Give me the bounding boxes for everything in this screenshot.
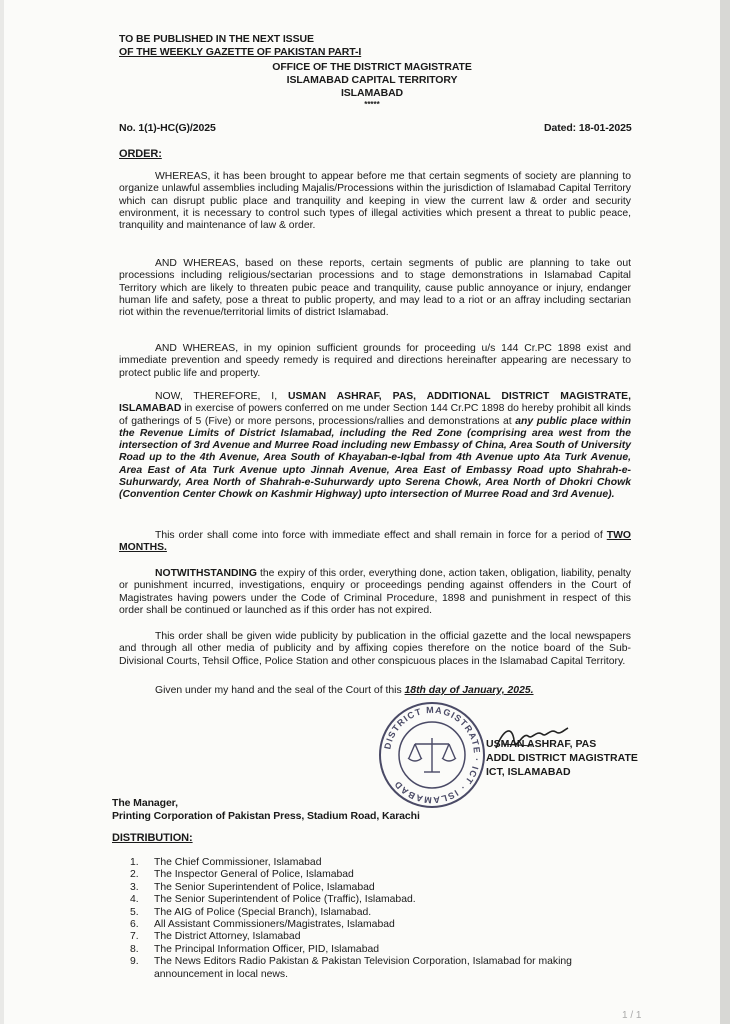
distribution-list <box>130 857 624 981</box>
list-item-number: 7. <box>130 931 139 943</box>
list-item-number: 6. <box>130 919 139 931</box>
list-item <box>130 882 624 894</box>
given-date: 18th day of January, 2025. <box>404 685 534 696</box>
now-therefore-lead: NOW, THEREFORE, I, <box>155 391 278 402</box>
list-item-number: 8. <box>130 943 139 955</box>
paragraph-whereas-3 <box>119 343 631 380</box>
notwithstanding-lead: NOTWITHSTANDING <box>155 568 257 579</box>
list-item-text: The Senior Superintendent of Police, Islamabad <box>154 881 375 893</box>
duration-period: TWO MONTHS. <box>119 530 631 554</box>
document-page <box>4 0 720 1024</box>
svg-text:DISTRICT MAGISTRATE · ICT · IS: DISTRICT MAGISTRATE · ICT · ISLAMABAD <box>382 704 483 806</box>
paragraph-duration <box>119 530 631 555</box>
list-item <box>130 931 624 943</box>
duration-text: This order shall come into force with immediate effect and shall remain in force for a period of <box>155 530 603 541</box>
list-item-text: The District Attorney, Islamabad <box>154 931 301 943</box>
page-edge-shadow <box>720 0 730 1024</box>
prohibition-text: in exercise of powers conferred on me under Section 144 Cr.PC 1898 do hereby prohibit all kinds of gatherings of 5 (Five) or more persons, processions/rallies and demonstrations at <box>119 403 631 427</box>
list-item-text: All Assistant Commissioners/Magistrates, Islamabad <box>154 919 395 931</box>
magistrate-seal-stamp <box>377 700 487 810</box>
paragraph-publicity <box>119 631 631 668</box>
reference-number: No. 1(1)-HC(G)/2025 <box>119 122 216 134</box>
paragraph-now-therefore <box>119 391 631 502</box>
office-line-2: ISLAMABAD CAPITAL TERRITORY <box>286 74 458 86</box>
list-item-text: The News Editors Radio Pakistan & Pakistan Television Corporation, Islamabad for making announcement in local news. <box>154 956 572 980</box>
list-item-text: The Chief Commissioner, Islamabad <box>154 857 322 868</box>
manager-line-1: The Manager, <box>112 797 178 809</box>
red-zone-text: any public place within the Revenue Limits of District Islamabad, including the Red Zone (comprising area west from the intersection of 3rd Avenue and Murree Road including new Embassy of China, Area South of University Road up to the 4th Avenue, Area South of Khayaban-e-Iqbal from 4th Avenue upto Ata Turk Avenue, Area East of Ata Turk Avenue upto Jinnah Avenue, Area East of Embassy Road upto Shahrah-e-Suhurwardy, Area North of Shahrah-e-Suhurwardy upto Serena Chowk, Area North of Dhokri Chowk (Convention Center Chowk on Kashmir Highway) upto intersection of Murree Road and 3rd Avenue). <box>119 415 632 501</box>
list-item-number: 2. <box>130 869 139 881</box>
signatory-name: USMAN ASHRAF, PAS <box>486 738 597 750</box>
paragraph-whereas-2-text: AND WHEREAS, based on these reports, certain segments of public are planning to take out processions including religious/sectarian processions and to stage demonstrations in Islamabad Capital Territory which are likely to threaten pubic peace and tranquility, cause public annoyance or injury, endanger human life and safety, pose a threat to public property, and may lead to a riot or an affray including sectarian riot within the revenue/territorial limits of district Islamabad. <box>119 258 631 319</box>
list-item-number: 9. <box>130 956 139 968</box>
list-item-number: 1. <box>130 857 139 868</box>
distribution-heading: DISTRIBUTION: <box>112 832 193 844</box>
order-heading: ORDER: <box>119 148 162 160</box>
paragraph-whereas-3-text: AND WHEREAS, in my opinion sufficient grounds for proceeding u/s 144 Cr.PC 1898 exist and immediate prevention and speedy remedy is required and directions hereinafter appearing are necessary to protect public life and property. <box>119 343 631 379</box>
notwithstanding-text: the expiry of this order, everything done, action taken, obligation, liability, penalty or punishment incurred, investigations, enquiry or proceedings pending against offenders in the Court of Magistrates having powers under the Code of Criminal Procedure, 1898 and punishment in respect of this order shall be continued or launched as if this order has not expired. <box>119 568 631 616</box>
list-item-number: 3. <box>130 881 139 893</box>
list-item-text: The Senior Superintendent of Police (Traffic), Islamabad. <box>154 894 416 906</box>
publicity-text: This order shall be given wide publicity by publication in the official gazette and the local newspapers and through all other media of publicity and by affixing copies therefore on the notice board of the Sub-Divisional Courts, Tehsil Office, Police Station and other conspicuous places in the Islamabad Capital Territory. <box>119 631 631 667</box>
order-date: Dated: 18-01-2025 <box>544 122 632 134</box>
paragraph-whereas-1 <box>119 171 631 232</box>
list-item <box>130 869 624 881</box>
signatory-designation: ADDL DISTRICT MAGISTRATE <box>486 752 638 764</box>
list-item <box>130 907 624 919</box>
given-under-text: Given under my hand and the seal of the Court of this <box>155 685 402 696</box>
office-line-1: OFFICE OF THE DISTRICT MAGISTRATE <box>272 61 472 73</box>
list-item-number: 4. <box>130 894 139 906</box>
signatory-office: ICT, ISLAMABAD <box>486 766 571 778</box>
list-item-text: The AIG of Police (Special Branch), Islamabad. <box>154 906 372 918</box>
gazette-line-2: OF THE WEEKLY GAZETTE OF PAKISTAN PART-I <box>119 46 362 58</box>
signature-block <box>486 737 638 779</box>
manager-line-2: Printing Corporation of Pakistan Press, Stadium Road, Karachi <box>112 810 420 822</box>
page-indicator: 1 / 1 <box>622 1010 642 1021</box>
list-item <box>130 944 624 956</box>
gazette-line-1: TO BE PUBLISHED IN THE NEXT ISSUE <box>119 33 314 45</box>
list-item <box>130 919 624 931</box>
office-line-3: ISLAMABAD <box>340 87 404 99</box>
list-item-number: 5. <box>130 906 139 918</box>
paragraph-whereas-2 <box>119 258 631 319</box>
list-item <box>130 956 624 981</box>
paragraph-notwithstanding <box>119 568 631 617</box>
paragraph-whereas-1-text: WHEREAS, it has been brought to appear before me that certain segments of society are planning to organize unlawful assemblies including Majalis/Processions within the jurisdiction of Islamabad Capital Territory which can disrupt public place and tranquility and keeping in view the current law & order and security environment, it is necessary to control such types of illegal activities which present a threat to public peace, tranquility and maintenance of law & order. <box>119 171 631 232</box>
list-item <box>130 894 624 906</box>
paragraph-given-under <box>119 685 631 697</box>
list-item-text: The Inspector General of Police, Islamabad <box>154 869 354 881</box>
list-item <box>130 857 624 869</box>
office-stars: ***** <box>364 100 380 109</box>
list-item-text: The Principal Information Officer, PID, Islamabad <box>154 943 380 955</box>
magistrate-name: USMAN ASHRAF, PAS, ADDITIONAL DISTRICT MAGISTRATE, ISLAMABAD <box>119 391 631 415</box>
